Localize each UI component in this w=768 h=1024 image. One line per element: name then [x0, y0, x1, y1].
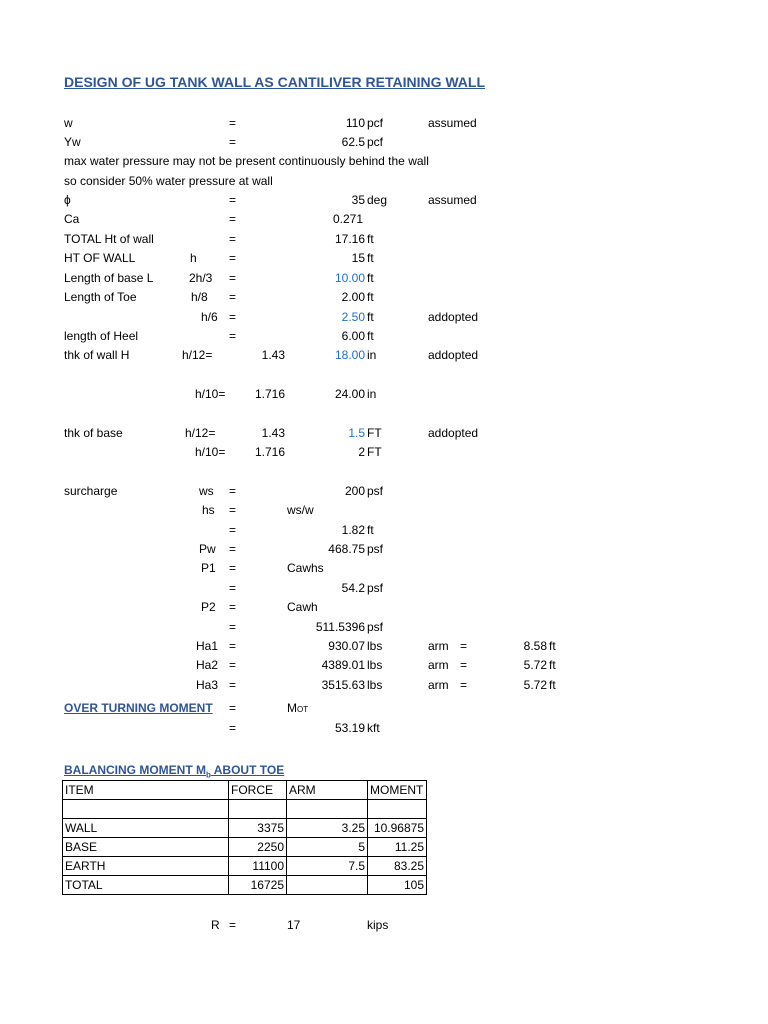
thk-wall-label: thk of wall H [64, 348, 130, 362]
ha3-eq: = [229, 678, 237, 692]
len-toe-unit: ft [367, 290, 374, 304]
pw-value: 468.75 [328, 542, 365, 556]
surcharge-eq: = [229, 484, 237, 498]
note-line-2: so consider 50% water pressure at wall [64, 174, 273, 188]
thk-wall-sym: h/12= [182, 348, 213, 362]
table-cell: 5 [287, 838, 368, 857]
p1-val-value: 54.2 [341, 581, 365, 595]
ha2-arm-value: 5.72 [523, 658, 547, 672]
otm-formula-sub: OT [297, 705, 309, 714]
pw-sym: Pw [199, 542, 216, 556]
len-base-unit: ft [367, 271, 374, 285]
table-row [63, 819, 427, 838]
ha1-arm-value: 8.58 [523, 639, 547, 653]
ha3-arm-unit: ft [549, 678, 556, 692]
p2-eq: = [229, 600, 237, 614]
ha2-value: 4389.01 [321, 658, 365, 672]
p1-eq: = [229, 561, 237, 575]
table-cell: TOTAL [63, 876, 229, 895]
len-toe-label: Length of Toe [64, 290, 137, 304]
yw-unit: pcf [367, 135, 384, 149]
len-heel-eq: = [229, 329, 237, 343]
thk-wall-value: 18.00 [334, 348, 365, 362]
hs-val-unit: ft [367, 523, 374, 537]
ha3-arm-label: arm [428, 678, 449, 692]
hs-formula: ws/w [287, 503, 314, 517]
otm-formula-main: M [287, 701, 297, 715]
thk-base-calc: 1.43 [261, 426, 285, 440]
table-cell: 7.5 [287, 857, 368, 876]
table-cell [229, 800, 287, 819]
resultant-value: 17 [287, 918, 301, 932]
ha1-arm-unit: ft [549, 639, 556, 653]
thk-wall-note: addopted [428, 348, 479, 362]
header-moment: MOMENT [368, 781, 427, 800]
w-value: 110 [345, 116, 365, 130]
thk-base-value: 1.5 [348, 426, 365, 440]
page-title: DESIGN OF UG TANK WALL AS CANTILIVER RETAINING WALL [64, 74, 486, 90]
table-cell: 3.25 [287, 819, 368, 838]
table-cell: 83.25 [368, 857, 427, 876]
w-eq: = [229, 116, 237, 130]
len-heel-value: 6.00 [341, 329, 365, 343]
table-cell: WALL [63, 819, 229, 838]
ha2-arm-eq: = [460, 658, 468, 672]
phi-note: assumed [428, 193, 477, 207]
surcharge-value: 200 [344, 484, 365, 498]
p1-sym: P1 [201, 561, 216, 575]
len-heel-unit: ft [367, 329, 374, 343]
thk-base-10-value: 2 [358, 445, 365, 459]
len-heel-label: length of Heel [64, 329, 139, 343]
h6-eq: = [229, 310, 237, 324]
thk-base-unit: FT [367, 426, 382, 440]
ha2-arm-label: arm [428, 658, 449, 672]
table-cell [368, 800, 427, 819]
ht-wall-sym: h [190, 251, 197, 265]
phi-unit: deg [367, 193, 388, 207]
header-item: ITEM [63, 781, 229, 800]
p2-sym: P2 [201, 600, 216, 614]
resultant-label: R [211, 918, 220, 932]
ha1-arm-eq: = [460, 639, 468, 653]
phi-eq: = [229, 193, 237, 207]
thk-base-note: addopted [428, 426, 479, 440]
otm-formula [287, 701, 308, 717]
ht-wall-label: HT OF WALL [64, 251, 136, 265]
ht-wall-eq: = [229, 251, 237, 265]
h6-note: addopted [428, 310, 479, 324]
otm-heading: OVER TURNING MOMENT [64, 701, 213, 715]
len-toe-value: 2.00 [341, 290, 365, 304]
total-ht-unit: ft [367, 232, 374, 246]
header-arm: ARM [287, 781, 368, 800]
p2-val-eq: = [229, 620, 237, 634]
table-cell: EARTH [63, 857, 229, 876]
pw-unit: psf [367, 542, 384, 556]
len-toe-eq: = [229, 290, 237, 304]
table-cell [63, 800, 229, 819]
table-row-empty [63, 800, 427, 819]
thk-base-10-calc: 1.716 [254, 445, 285, 459]
thk-wall-10-sym: h/10= [195, 387, 226, 401]
resultant-eq: = [229, 918, 237, 932]
len-base-label: Length of base L [64, 271, 154, 285]
ht-wall-unit: ft [367, 251, 374, 265]
ha2-unit: lbs [367, 658, 383, 672]
ha1-sym: Ha1 [196, 639, 219, 653]
otm-val-value: 53.19 [334, 721, 365, 735]
hs-val-eq: = [229, 523, 237, 537]
p1-val-eq: = [229, 581, 237, 595]
ha3-arm-eq: = [460, 678, 468, 692]
table-cell: 10.96875 [368, 819, 427, 838]
thk-base-10-unit: FT [367, 445, 382, 459]
surcharge-unit: psf [367, 484, 384, 498]
table-cell: 105 [368, 876, 427, 895]
w-note: assumed [428, 116, 477, 130]
h6-value: 2.50 [341, 310, 365, 324]
p2-val-value: 511.5396 [315, 620, 365, 634]
table-cell: 11.25 [368, 838, 427, 857]
thk-base-label: thk of base [64, 426, 123, 440]
ca-eq: = [229, 212, 237, 226]
phi-value: 35 [351, 193, 365, 207]
p2-val-unit: psf [367, 620, 384, 634]
otm-val-unit: kft [367, 721, 380, 735]
surcharge-label: surcharge [64, 484, 118, 498]
table-header-row [63, 781, 427, 800]
ha1-value: 930.07 [328, 639, 365, 653]
balancing-table [62, 780, 427, 895]
ha1-arm-label: arm [428, 639, 449, 653]
ha1-unit: lbs [367, 639, 383, 653]
p1-formula: Cawhs [287, 561, 324, 575]
len-base-value: 10.00 [334, 271, 365, 285]
total-ht-label: TOTAL Ht of wall [64, 232, 154, 246]
thk-wall-10-calc: 1.716 [254, 387, 285, 401]
thk-wall-10-unit: in [367, 387, 377, 401]
w-unit: pcf [367, 116, 384, 130]
thk-base-10-sym: h/10= [195, 445, 226, 459]
ht-wall-value: 15 [351, 251, 365, 265]
resultant-unit: kips [367, 918, 389, 932]
yw-eq: = [229, 135, 237, 149]
table-cell: 2250 [229, 838, 287, 857]
balancing-heading-pre: BALANCING MOMENT M [64, 763, 206, 777]
len-toe-sym: h/8 [191, 290, 208, 304]
thk-wall-calc: 1.43 [261, 348, 285, 362]
yw-value: 62.5 [341, 135, 365, 149]
header-force: FORCE [229, 781, 287, 800]
ha2-sym: Ha2 [196, 658, 219, 672]
ca-label: Ca [64, 212, 80, 226]
ca-value: 0.271 [333, 212, 364, 226]
table-cell: 3375 [229, 819, 287, 838]
w-label: w [64, 116, 73, 130]
total-ht-value: 17.16 [334, 232, 365, 246]
table-cell: BASE [63, 838, 229, 857]
table-cell: 16725 [229, 876, 287, 895]
table-cell: 11100 [229, 857, 287, 876]
ha3-arm-value: 5.72 [523, 678, 547, 692]
hs-eq: = [229, 503, 237, 517]
h6-sym: h/6 [201, 310, 218, 324]
table-cell [287, 876, 368, 895]
ha1-eq: = [229, 639, 237, 653]
balancing-heading-sub: b [205, 770, 211, 780]
balancing-heading-post: ABOUT TOE [210, 763, 285, 777]
phi-label: ϕ [64, 193, 71, 207]
ha3-sym: Ha3 [196, 678, 219, 692]
ha2-eq: = [229, 658, 237, 672]
hs-sym: hs [202, 503, 215, 517]
len-base-eq: = [229, 271, 237, 285]
thk-wall-unit: in [367, 348, 377, 362]
table-row [63, 857, 427, 876]
otm-eq: = [229, 701, 237, 715]
hs-val-value: 1.82 [341, 523, 365, 537]
pw-eq: = [229, 542, 237, 556]
ha2-arm-unit: ft [549, 658, 556, 672]
table-row-total [63, 876, 427, 895]
ha3-unit: lbs [367, 678, 383, 692]
note-line-1: max water pressure may not be present continuously behind the wall [64, 154, 429, 168]
yw-label: Yw [64, 135, 81, 149]
thk-wall-10-value: 24.00 [334, 387, 365, 401]
len-base-sym: 2h/3 [189, 271, 213, 285]
otm-val-eq: = [229, 721, 237, 735]
p1-val-unit: psf [367, 581, 384, 595]
h6-unit: ft [367, 310, 374, 324]
ha3-value: 3515.63 [321, 678, 365, 692]
surcharge-sym: ws [199, 484, 214, 498]
p2-formula: Cawh [287, 600, 318, 614]
total-ht-eq: = [229, 232, 237, 246]
table-cell [287, 800, 368, 819]
thk-base-sym: h/12= [185, 426, 216, 440]
table-row [63, 838, 427, 857]
